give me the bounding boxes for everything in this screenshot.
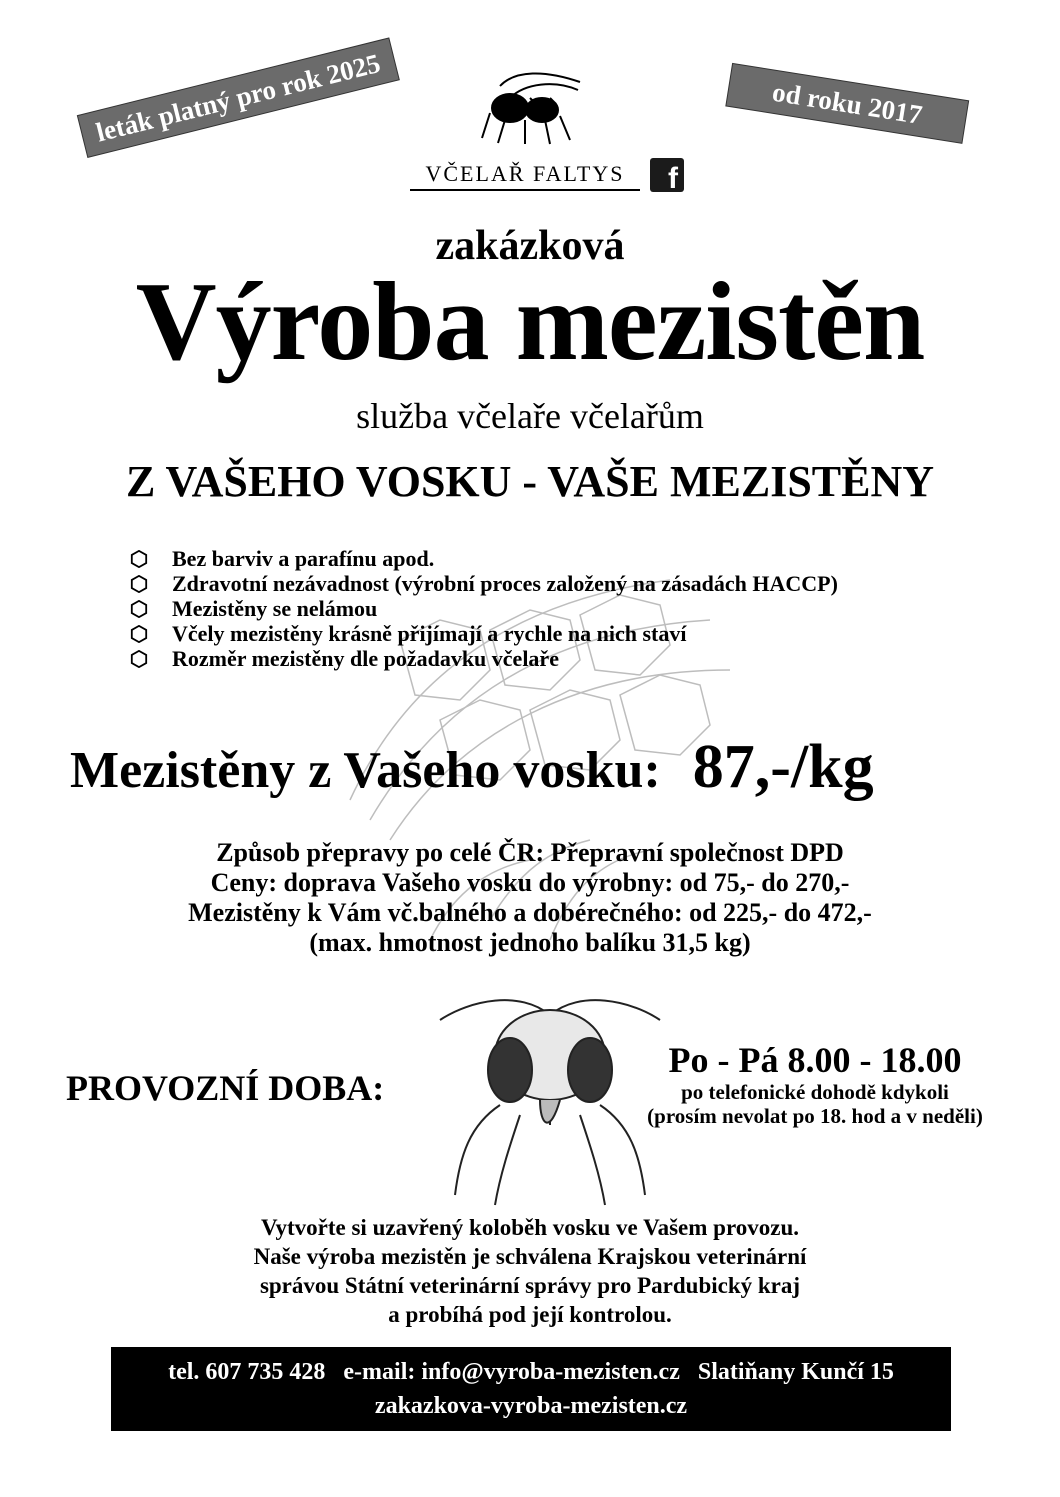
kicker: zakázková bbox=[435, 223, 625, 269]
brand-name: VČELAŘ FALTYS bbox=[410, 161, 640, 191]
website-link[interactable]: zakazkova-vyroba-mezisten.cz bbox=[374, 1393, 688, 1419]
tagline: Z VAŠEHO VOSKU - VAŠE MEZISTĚNY bbox=[125, 457, 935, 506]
contact-line: tel. 607 735 428 e-mail: info@vyroba-mezisten.cz Slatiňany Kunčí 15 bbox=[168, 1359, 894, 1385]
price-value: 87,-/kg bbox=[692, 733, 874, 801]
feature-text: Bez barviv a parafínu apod. bbox=[172, 546, 435, 571]
feature-text: Zdravotní nezávadnost (výrobní proces založený na zásadách HACCP) bbox=[172, 571, 838, 596]
list-item bbox=[130, 546, 930, 571]
shipping-line: (max. hmotnost jednoho balíku 31,5 kg) bbox=[309, 928, 751, 957]
feature-list bbox=[130, 546, 930, 671]
hours-note: (prosím nevolat po 18. hod a v neděli) bbox=[647, 1104, 983, 1128]
contact-footer bbox=[111, 1347, 951, 1431]
subtitle: služba včelaře včelařům bbox=[356, 396, 704, 436]
info-line: a probíhá pod její kontrolou. bbox=[388, 1302, 672, 1327]
since-badge: od roku 2017 bbox=[726, 64, 968, 143]
price-label: Mezistěny z Vašeho vosku: bbox=[70, 742, 661, 799]
hexagon-outline-icon bbox=[130, 600, 148, 618]
hexagon-outline-icon bbox=[130, 650, 148, 668]
list-item bbox=[130, 646, 930, 671]
hours-label: PROVOZNÍ DOBA: bbox=[66, 1068, 385, 1108]
hours-note: po telefonické dohodě kdykoli bbox=[681, 1080, 949, 1104]
hours-time: Po - Pá 8.00 - 18.00 bbox=[668, 1040, 962, 1080]
shipping-info bbox=[0, 838, 1060, 958]
info-paragraph bbox=[0, 1213, 1060, 1329]
feature-text: Včely mezistěny krásně přijímají a rychle na nich staví bbox=[172, 621, 687, 646]
shipping-line: Způsob přepravy po celé ČR: Přepravní společnost DPD bbox=[216, 838, 844, 867]
info-line: Vytvořte si uzavřený koloběh vosku ve Vašem provozu. bbox=[261, 1215, 799, 1240]
validity-badge: leták platný pro rok 2025 bbox=[78, 39, 398, 157]
bee-logo-icon bbox=[470, 68, 588, 146]
list-item bbox=[130, 596, 930, 621]
page-title: Výroba mezistěn bbox=[135, 260, 925, 384]
shipping-line: Ceny: doprava Vašeho vosku do výrobny: od 75,- do 270,- bbox=[210, 868, 850, 897]
feature-text: Mezistěny se nelámou bbox=[172, 596, 378, 621]
list-item bbox=[130, 571, 930, 596]
hours-block bbox=[630, 1040, 1000, 1128]
info-line: Naše výroba mezistěn je schválena Krajskou veterinární bbox=[253, 1244, 807, 1269]
feature-text: Rozměr mezistěny dle požadavku včelaře bbox=[172, 646, 559, 671]
shipping-line: Mezistěny k Vám vč.balného a dobérečného: od 225,- do 472,- bbox=[188, 898, 872, 927]
info-line: správou Státní veterinární správy pro Pardubický kraj bbox=[259, 1273, 801, 1298]
hexagon-outline-icon bbox=[130, 550, 148, 568]
hexagon-outline-icon bbox=[130, 625, 148, 643]
hexagon-outline-icon bbox=[130, 575, 148, 593]
facebook-icon[interactable]: f bbox=[650, 158, 684, 192]
price-row bbox=[70, 735, 1010, 803]
list-item bbox=[130, 621, 930, 646]
